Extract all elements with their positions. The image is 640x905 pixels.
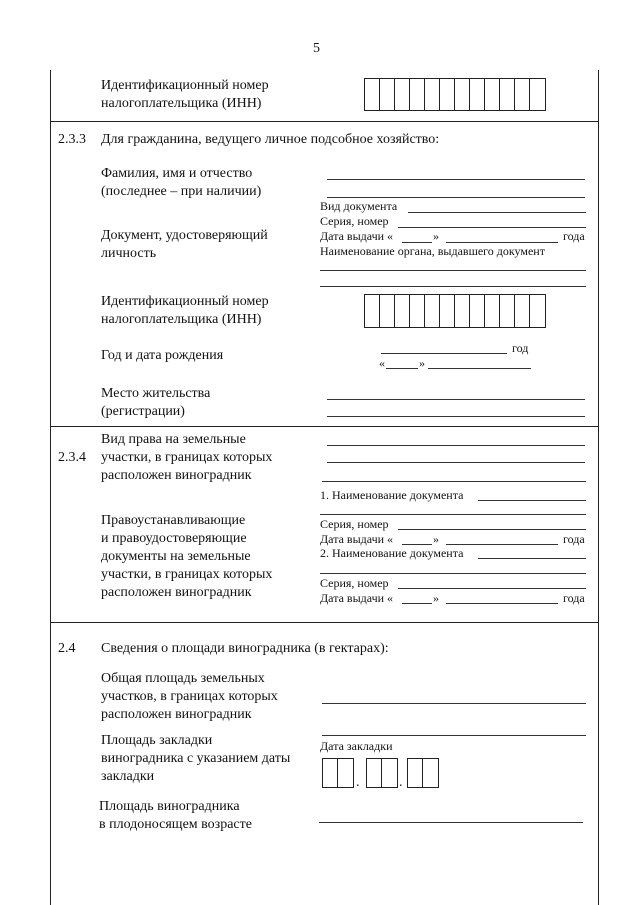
fruit-area-field[interactable] (319, 822, 583, 823)
table-right-border (598, 70, 599, 905)
section-233-title: Для гражданина, ведущего личное подсобное хозяйство: (101, 132, 440, 147)
inn-cells-top[interactable] (364, 78, 546, 111)
doc2-name-field[interactable] (478, 558, 586, 559)
planting-day-cells[interactable] (322, 758, 354, 788)
doc-label-line1: Документ, удостоверяющий (101, 228, 268, 243)
planting-year-cells[interactable] (407, 758, 439, 788)
row-divider-3 (50, 622, 598, 623)
doc2-date-prefix: Дата выдачи « (320, 591, 394, 605)
doc-type-label: Вид документа (320, 199, 398, 213)
fruit-area-line1: Площадь виноградника (99, 799, 240, 814)
planting-line2: виноградника с указанием даты (101, 751, 291, 766)
section-233-number: 2.3.3 (58, 132, 86, 147)
inn-label-line2: налогоплательщика (ИНН) (101, 96, 262, 111)
right-type-line3: расположен виноградник (101, 468, 252, 483)
fio-label-line1: Фамилия, имя и отчество (101, 166, 253, 181)
doc2-series-field[interactable] (398, 588, 586, 589)
date-separator-2: . (399, 775, 403, 790)
doc-date-prefix: Дата выдачи « (320, 229, 394, 243)
planting-month-cells[interactable] (366, 758, 398, 788)
fruit-area-line2: в плодоносящем возрасте (99, 817, 252, 832)
doc2-date-suffix: года (563, 591, 585, 605)
doc2-name-field-2[interactable] (320, 573, 586, 574)
residence-field-1[interactable] (327, 399, 585, 400)
birth-year-field[interactable] (381, 353, 507, 354)
doc-label-line2: личность (101, 246, 157, 261)
birth-label: Год и дата рождения (101, 348, 224, 363)
right-type-line2: участки, в границах которых (101, 450, 273, 465)
birth-year-suffix: год (512, 341, 529, 355)
section-24-number: 2.4 (58, 641, 76, 656)
birth-open-quote: « (379, 356, 385, 370)
docs-label-line2: и правоудостоверяющие (101, 531, 247, 546)
row-divider-1 (50, 121, 598, 122)
planting-line1: Площадь закладки (101, 733, 213, 748)
doc-date-suffix: года (563, 229, 585, 243)
total-area-field[interactable] (322, 703, 586, 704)
doc-series-field[interactable] (398, 227, 586, 228)
doc1-name-label: 1. Наименование документа (320, 488, 464, 502)
doc2-date-rest[interactable] (446, 603, 558, 604)
doc-issuer-field-1[interactable] (320, 270, 586, 271)
doc1-date-close: » (433, 532, 439, 546)
doc1-name-field-2[interactable] (320, 514, 586, 515)
doc1-date-rest[interactable] (446, 544, 558, 545)
doc-date-close: » (433, 229, 439, 243)
inn-cells-233[interactable] (364, 294, 546, 328)
right-type-field-2[interactable] (327, 462, 585, 463)
doc1-name-field[interactable] (478, 500, 586, 501)
page-number: 5 (313, 41, 320, 56)
total-area-line1: Общая площадь земельных (101, 671, 265, 686)
date-separator-1: . (356, 775, 360, 790)
birth-close-quote: » (419, 356, 425, 370)
fio-field-line1[interactable] (327, 179, 585, 180)
total-area-line2: участков, в границах которых (101, 689, 278, 704)
inn-label-line1: Идентификационный номер (101, 78, 269, 93)
birth-month-field[interactable] (428, 368, 531, 369)
doc1-series-field[interactable] (398, 529, 586, 530)
birth-day-field[interactable] (386, 368, 418, 369)
row-divider-2 (50, 426, 598, 427)
section-234-number: 2.3.4 (58, 450, 86, 465)
right-type-field-1[interactable] (327, 445, 585, 446)
residence-label-line2: (регистрации) (101, 404, 185, 419)
doc-series-label: Серия, номер (320, 214, 389, 228)
table-left-border (50, 70, 51, 905)
inn2-label-line1: Идентификационный номер (101, 294, 269, 309)
doc2-name-label: 2. Наименование документа (320, 546, 464, 560)
docs-label-line4: участки, в границах которых (101, 567, 273, 582)
docs-label-line1: Правоустанавливающие (101, 513, 246, 528)
planting-area-field[interactable] (322, 735, 586, 736)
doc-date-day[interactable] (402, 242, 432, 243)
doc2-series-label: Серия, номер (320, 576, 389, 590)
doc-issuer-label: Наименование органа, выдавшего документ (320, 244, 545, 258)
section-24-title: Сведения о площади виноградника (в гектарах): (101, 641, 389, 656)
docs-label-line5: расположен виноградник (101, 585, 252, 600)
total-area-line3: расположен виноградник (101, 707, 252, 722)
docs-label-line3: документы на земельные (101, 549, 251, 564)
doc-date-month-year[interactable] (446, 242, 558, 243)
residence-field-2[interactable] (327, 416, 585, 417)
doc1-date-prefix: Дата выдачи « (320, 532, 394, 546)
right-type-line1: Вид права на земельные (101, 432, 246, 447)
residence-label-line1: Место жительства (101, 386, 211, 401)
planting-line3: закладки (101, 769, 155, 784)
doc2-date-day[interactable] (402, 603, 432, 604)
inn2-label-line2: налогоплательщика (ИНН) (101, 312, 262, 327)
doc1-date-day[interactable] (402, 544, 432, 545)
fio-label-line2: (последнее – при наличии) (101, 184, 262, 199)
fio-field-line2[interactable] (327, 197, 585, 198)
right-type-field-3[interactable] (322, 481, 586, 482)
doc-issuer-field-2[interactable] (320, 286, 586, 287)
doc1-series-label: Серия, номер (320, 517, 389, 531)
doc1-date-suffix: года (563, 532, 585, 546)
doc-type-field[interactable] (408, 212, 586, 213)
planting-date-label: Дата закладки (320, 739, 393, 753)
doc2-date-close: » (433, 591, 439, 605)
